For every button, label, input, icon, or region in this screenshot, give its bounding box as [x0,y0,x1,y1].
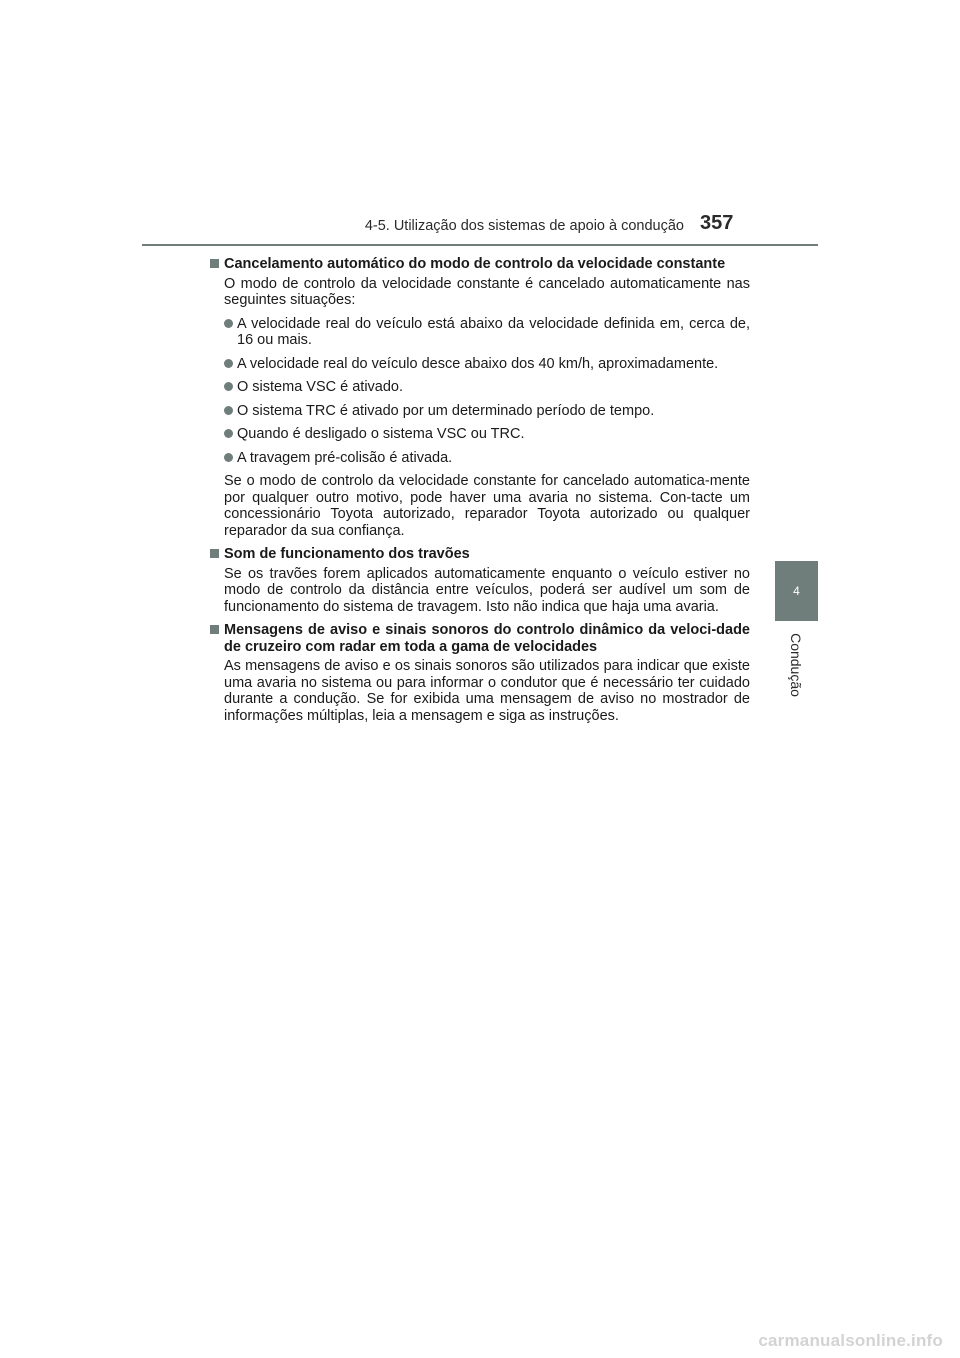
section-heading-text: Cancelamento automático do modo de controlo da velocidade constante [224,256,726,272]
list-item-text: A travagem pré-colisão é ativada. [237,449,453,466]
watermark: carmanualsonline.info [758,1331,943,1350]
round-bullet-icon [224,382,233,391]
section-body: Se os travões forem aplicados automaticamente enquanto o veículo estiver no modo de controlo da distância entre veículos, poderá ser audível um som de funcionamento do sistema de travagem. Isto não indica que haja uma avaria. [224,565,750,615]
section-body: As mensagens de aviso e os sinais sonoros são utilizados para indicar que existe uma avaria no sistema ou para informar o condutor que é necessário ter cuidado durante a condução. Se for exibida uma mensagem de aviso no mostrador de informações múltiplas, leia a mensagem e siga as instruções. [224,658,750,724]
square-bullet-icon [210,259,219,268]
section-heading [210,256,750,273]
list-item-text: Quando é desligado o sistema VSC ou TRC. [237,426,525,442]
header-divider [142,244,818,246]
page-content [210,256,750,731]
chapter-tab[interactable] [775,561,818,621]
section-intro: O modo de controlo da velocidade constante é cancelado automaticamente nas seguintes situações: [224,275,750,308]
round-bullet-icon [224,429,233,438]
list-item-text: A velocidade real do veículo desce abaixo dos 40 km/h, aproximadamente. [237,355,719,372]
list-item [210,403,750,420]
section-heading-text: Som de funcionamento dos travões [224,546,470,562]
section-heading [210,622,750,655]
chapter-tab-number: 4 [793,584,800,598]
list-item-text: O sistema VSC é ativado. [237,379,404,395]
section-outro: Se o modo de controlo da velocidade constante for cancelado automatica-mente por qualquer outro motivo, pode haver uma avaria no sistema. Con-tacte um concessionário Toyota autorizado, reparador Toyota autorizado ou qualquer reparador da sua confiança. [224,473,750,539]
list-item [210,356,750,373]
square-bullet-icon [210,549,219,558]
section-heading [210,546,750,563]
section-heading-text: Mensagens de aviso e sinais sonoros do controlo dinâmico da veloci-dade de cruzeiro com radar em toda a gama de velocidades [224,622,750,655]
list-item [210,316,750,349]
list-item [210,426,750,443]
round-bullet-icon [224,453,233,462]
list-item-text: A velocidade real do veículo está abaixo da velocidade definida em, cerca de, 16 ou mais. [237,315,750,348]
round-bullet-icon [224,406,233,415]
round-bullet-icon [224,359,233,368]
chapter-tab-label: Condução [788,633,804,697]
list-item [210,450,750,467]
square-bullet-icon [210,625,219,634]
list-item [210,379,750,396]
list-item-text: O sistema TRC é ativado por um determinado período de tempo. [237,402,655,419]
page-number: 357 [700,212,734,234]
round-bullet-icon [224,319,233,328]
section-title: 4-5. Utilização dos sistemas de apoio à condução [364,218,684,234]
